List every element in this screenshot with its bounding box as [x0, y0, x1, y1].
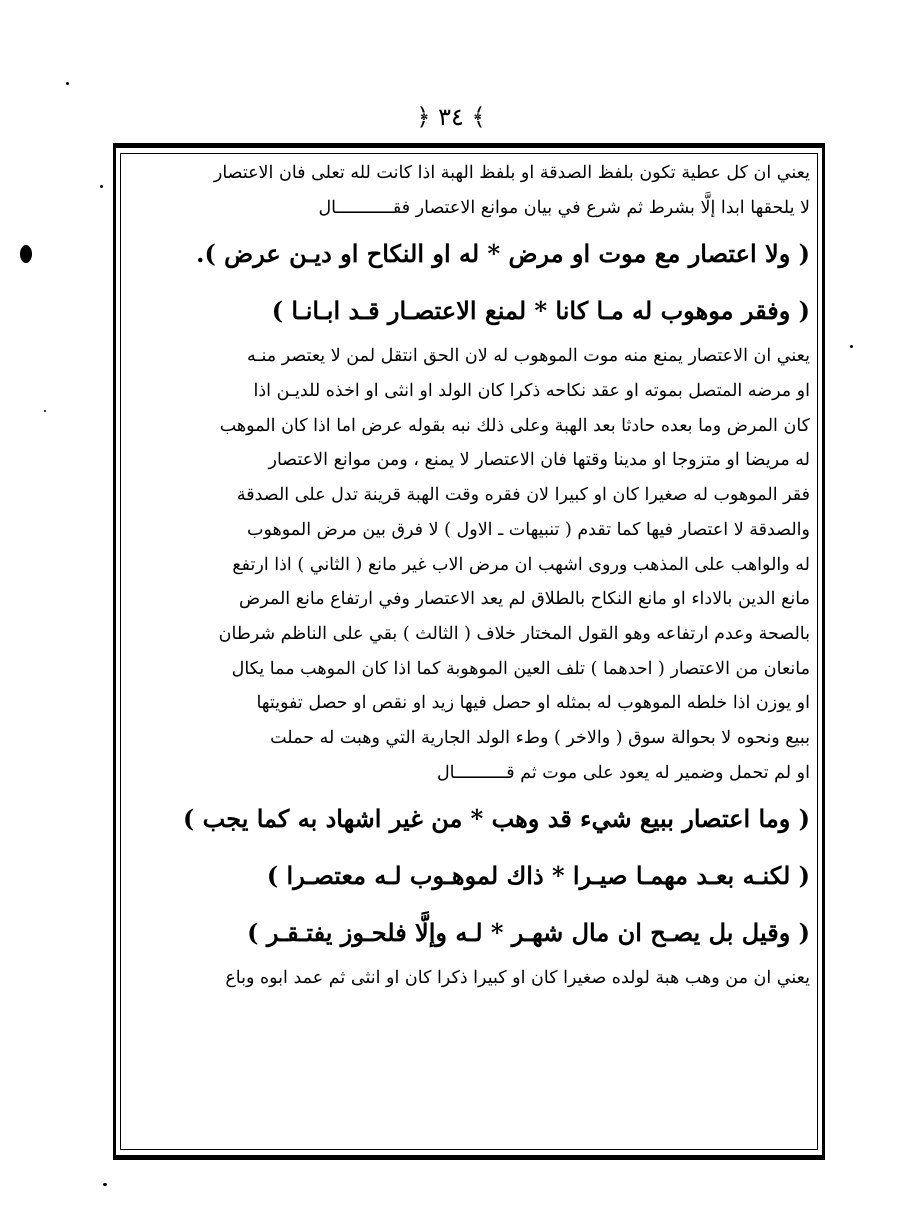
commentary-line: بالصحة وعدم ارتفاعه وهو القول المختار خلاف ( الثالث ) بقي على الناظم شرطان [218, 623, 810, 644]
page-number: ﴿ ٣٤ ﴾ [416, 103, 486, 131]
commentary-line: لا يلحقها ابدا إلَّا بشرط ثم شرع في بيان موانع الاعتصار فقـــــــــــال [318, 197, 810, 218]
poem-verse: ( وما اعتصار ببيع شيء قد وهب * من غير اشهاد به كما يجب ) [182, 804, 810, 834]
commentary-line: فقر الموهوب له صغيرا كان او كبيرا لان فقره وقت الهبة قرينة تدل على الصدقة [236, 485, 810, 506]
poem-verse: ( وقيل بل يصـح ان مال شهـر * لـه وإلَّا فلحـوز يفتـقـر ) [247, 918, 810, 948]
commentary-line: او يوزن اذا خلطه الموهوب له بمثله او حصل فيها زيد او نقص او حصل تفويتها [256, 693, 810, 714]
commentary-line: يعني ان الاعتصار يمنع منه موت الموهوب له لان الحق انتقل لمن لا يعتصر منـه [247, 346, 810, 367]
commentary-line: مانع الدين بالاداء او مانع النكاح بالطلاق لم يعد الاعتصار وفي ارتفاع مانع المرض [239, 589, 810, 610]
commentary-line: له مريضا او متزوجا او مدينا وقتها فان الاعتصار لا يمنع ، ومن موانع الاعتصار [268, 450, 810, 471]
commentary-line: له والواهب على المذهب وروى اشهب ان مرض الاب غير مانع ( الثاني ) اذا ارتفع [232, 554, 810, 575]
poem-verse: ( لكنـه بعـد مهمـا صيـرا * ذاك لموهـوب لـه معتصـرا ) [266, 861, 810, 891]
scan-speck [103, 1183, 107, 1186]
scan-speck [850, 345, 853, 348]
commentary-line: ببيع ونحوه لا بحوالة سوق ( والاخر ) وطء الولد الجارية التي وهبت له حملت [270, 727, 810, 748]
text-body [130, 156, 810, 996]
scan-speck [100, 185, 103, 188]
commentary-line: او لم تحمل وضمير له يعود على موت ثم قــــــــــال [436, 762, 810, 783]
poem-verse: ( ولا اعتصار مع موت او مرض * له او النكاح او ديـن عرض ). [196, 239, 810, 269]
commentary-line: كان المرض وما بعده حادثا بعد الهبة وعلى ذلك نبه بقوله عرض اما اذا كان الموهب [219, 415, 810, 436]
commentary-line: او مرضه المتصل بموته او عقد نكاحه ذكرا كان الولد او انثى او اخذه للديـن اذا [253, 381, 810, 402]
commentary-line: مانعان من الاعتصار ( احدهما ) تلف العين الموهوبة كما اذا كان الموهب مما يكال [231, 658, 810, 679]
poem-verse: ( وفقر موهوب له مـا كانا * لمنع الاعتصـار قـد ابـانـا ) [271, 296, 810, 326]
commentary-line: يعني ان كل عطية تكون بلفظ الصدقة او بلفظ الهبة اذا كانت لله تعلى فان الاعتصار [213, 163, 810, 183]
scan-speck [66, 82, 69, 85]
commentary-line: والصدقة لا اعتصار فيها كما تقدم ( تنبيهات ـ الاول ) لا فرق بين مرض الموهوب [247, 519, 810, 540]
scan-speck [44, 410, 46, 412]
scan-speck [20, 245, 32, 263]
commentary-line: يعني ان من وهب هبة لولده صغيرا كان او كبيرا ذكرا كان او انثى ثم عمد ابوه وباع [225, 968, 810, 989]
